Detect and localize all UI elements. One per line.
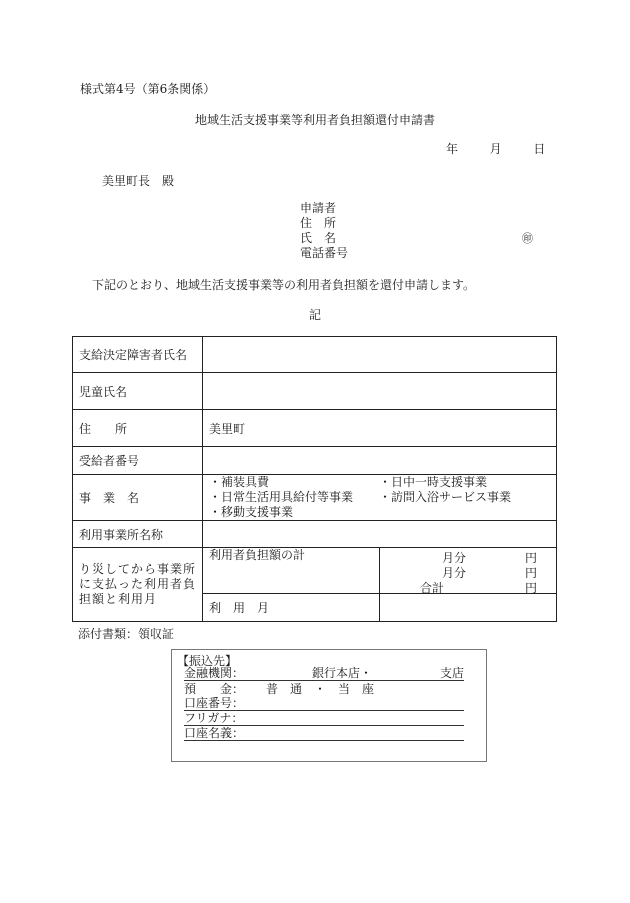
- business-name-field: [203, 475, 557, 521]
- applicant-name-label: 氏 名: [300, 231, 337, 245]
- recipient-number-field[interactable]: [203, 447, 557, 475]
- date-row: [446, 140, 545, 157]
- bank-suffix: 銀行本店・: [312, 666, 373, 680]
- bank-heading: 【振込先】: [177, 654, 238, 668]
- address-label: 住 所: [73, 410, 203, 447]
- business-item[interactable]: ・移動支援事業: [209, 505, 294, 519]
- date-year: 年: [446, 142, 459, 156]
- bank-transfer-box: [171, 649, 487, 762]
- account-number-line[interactable]: [184, 696, 464, 711]
- institution-label: 金融機関：: [184, 666, 245, 680]
- business-item[interactable]: ・補装具費: [209, 475, 270, 489]
- ki-label: 記: [308, 308, 321, 322]
- seal-mark: ㊞: [522, 232, 533, 245]
- applicant-block: [300, 201, 348, 261]
- account-name-label: 口座名義：: [184, 726, 245, 740]
- institution-line[interactable]: [184, 666, 464, 681]
- intro-text: 下記のとおり、地域生活支援事業等の利用者負担額を還付申請します。: [92, 278, 476, 292]
- cost-label: 利用者負担額の計: [203, 548, 380, 594]
- usage-month-label: 利 用 月: [203, 594, 380, 622]
- child-name-label: 児童氏名: [73, 373, 203, 410]
- account-name-line[interactable]: [184, 726, 464, 741]
- business-item[interactable]: ・日常生活用具給付等事業: [209, 490, 354, 504]
- payment-label-text: り災してから事業所に支払った利用者負担額と利用月: [79, 562, 197, 606]
- yen-2: 円: [525, 566, 538, 580]
- cost-values: [380, 548, 557, 594]
- applicant-phone-label: 電話番号: [300, 246, 349, 260]
- deposit-types: 普 通 ・ 当 座: [266, 682, 375, 696]
- recipient-name-field[interactable]: [203, 337, 557, 373]
- deposit-label: 預 金：: [184, 682, 245, 696]
- date-day: 日: [533, 142, 546, 156]
- attachment-note: 添付書類：領収証: [78, 627, 175, 641]
- payment-label: [73, 548, 203, 622]
- account-number-label: 口座番号：: [184, 696, 245, 710]
- business-name-label: 事 業 名: [73, 475, 203, 521]
- address-field[interactable]: 美里町: [203, 410, 557, 447]
- applicant-address-label: 住 所: [300, 216, 337, 230]
- total-label: 合計: [420, 581, 445, 595]
- deposit-line[interactable]: [184, 682, 464, 696]
- facility-name-field[interactable]: [203, 521, 557, 548]
- addressee: 美里町長 殿: [102, 174, 175, 188]
- facility-name-label: 利用事業所名称: [73, 521, 203, 548]
- yen-1: 円: [525, 551, 538, 565]
- usage-month-field[interactable]: [380, 594, 557, 622]
- date-month: 月: [489, 142, 502, 156]
- recipient-name-label: 支給決定障害者氏名: [73, 337, 203, 373]
- furigana-line[interactable]: [184, 711, 464, 726]
- document-title: 地域生活支援事業等利用者負担額還付申請書: [194, 113, 435, 127]
- form-number: 様式第4号（第6条関係）: [80, 82, 216, 96]
- business-item[interactable]: ・訪問入浴サービス事業: [379, 490, 512, 504]
- month-1-unit: 月分: [442, 551, 467, 565]
- yen-total: 円: [525, 581, 538, 595]
- child-name-field[interactable]: [203, 373, 557, 410]
- application-table: [72, 336, 557, 622]
- applicant-heading: 申請者: [300, 201, 337, 215]
- business-item[interactable]: ・日中一時支援事業: [379, 475, 488, 489]
- branch-suffix: 支店: [440, 666, 465, 680]
- recipient-number-label: 受給者番号: [73, 447, 203, 475]
- furigana-label: フリガナ：: [184, 711, 244, 725]
- month-2-unit: 月分: [442, 566, 467, 580]
